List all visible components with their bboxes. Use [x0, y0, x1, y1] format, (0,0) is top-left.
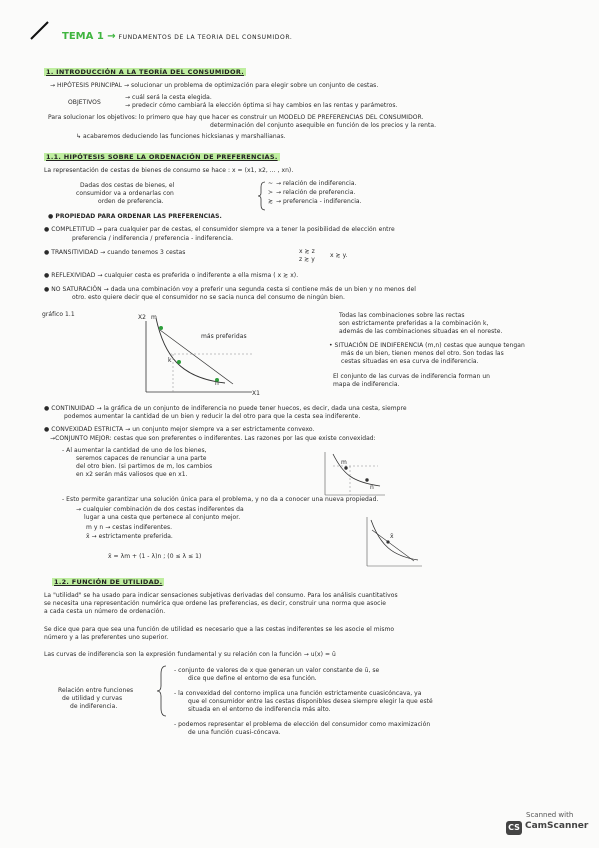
s11-continuidad-2: podemos aumentar la cantidad de un bien y reducir la del otro para que la cesta sea indiferente. — [64, 413, 361, 420]
graph-convexity — [325, 452, 385, 495]
s12-p6: Las curvas de indiferencia son la expresión fundamental y su relación con la función → u(x) = ū — [44, 651, 336, 658]
graph-x2-label: X2 — [138, 314, 147, 321]
s12-bullet-2: - la convexidad del contorno implica una función estrictamente cuasicóncava, ya — [174, 690, 422, 697]
s11-convexidad-8: → cualquier combinación de dos cestas indiferentes da — [76, 506, 244, 513]
s11-trans-c: x ≿ y. — [330, 252, 348, 259]
s11-convexidad-1: ● CONVEXIDAD ESTRICTA → un conjunto mejor siempre va a ser estrictamente convexo. — [44, 426, 315, 433]
rel-sym-3: ≿ — [268, 198, 274, 205]
s11-convexidad-2: →CONJUNTO MEJOR: cestas que son preferentes o indiferentes. Las razones por las que existe convexidad: — [50, 435, 376, 442]
graph-point-m: m — [151, 314, 157, 321]
watermark-line-1: Scanned with — [526, 811, 574, 819]
s11-convexidad-3: - Al aumentar la cantidad de uno de los bienes, — [62, 447, 207, 454]
graph-note-5: más de un bien, tienen menos del otro. Son todas las — [341, 350, 504, 357]
watermark-line-2: CamScanner — [525, 821, 589, 831]
section-1-heading: 1. INTRODUCCIÓN A LA TEORÍA DEL CONSUMIDOR. — [46, 68, 245, 76]
graph-caption: gráfico 1.1 — [42, 311, 75, 318]
conv-point-m: m — [341, 459, 347, 466]
s1-objective-b: → predecir cómo cambiará la elección óptima si hay cambios en las rentas y parámetros. — [125, 102, 398, 109]
s12-bullet-2b: que el consumidor entre las cestas disponibles desea siempre elegir la que esté — [188, 698, 433, 705]
s11-convexidad-5: del otro bien. (si partimos de m, los cambios — [76, 463, 213, 470]
graph-note-4: • SITUACIÓN DE INDIFERENCIA (m,n) cestas que aunque tengan — [329, 342, 525, 349]
rel-pref-indif: → preferencia - indiferencia. — [276, 198, 362, 205]
graph-note-6: cestas situadas en esa curva de indiferencia. — [341, 358, 479, 365]
graph-point-n: n — [215, 380, 219, 387]
rel-sym-1: ~ — [268, 180, 274, 187]
s11-nosat-2: otro. esto quiere decir que el consumidor no se sacia nunca del consumo de ningún bien. — [72, 294, 345, 301]
s12-label-3: de indiferencia. — [70, 703, 118, 710]
graph-note-8: mapa de indiferencia. — [333, 381, 400, 388]
s11-convexidad-9: lugar a una cesta que pertenece al conjunto mejor. — [84, 514, 241, 521]
graph-mas-preferidas: más preferidas — [201, 333, 247, 340]
s12-bullet-3b: de una función cuasi-cóncava. — [188, 729, 281, 736]
s11-convexidad-11: x̄ → estrictamente preferida. — [86, 533, 173, 540]
brace-relations — [258, 182, 265, 210]
s12-p1: La "utilidad" se ha usado para indicar sensaciones subjetivas derivadas del consumo. Para los análisis cuantitativos — [44, 592, 398, 599]
graph-x1-label: X1 — [252, 390, 261, 397]
s11-formula: x̄ = λm + (1 - λ)n ; (0 ≤ λ ≤ 1) — [108, 553, 202, 560]
s12-label-2: de utilidad y curvas — [62, 695, 123, 702]
s1-line-4: determinación del conjunto asequible en función de los precios y la renta. — [210, 122, 437, 129]
s11-convexidad-4: seremos capaces de renunciar a una parte — [76, 455, 207, 462]
s12-p4: Se dice que para que sea una función de utilidad es necesario que a las cestas indiferentes se les asocie el mismo — [44, 626, 395, 633]
lambda-point-x: x̄ — [390, 533, 394, 540]
s11-line-2b: consumidor va a ordenarlas con — [76, 190, 174, 197]
section-1-2-heading: 1.2. FUNCIÓN DE UTILIDAD. — [54, 578, 163, 586]
s1-line-3: Para solucionar los objetivos: lo primero que hay que hacer es construir un MODELO DE PREFERENCIAS DEL CONSUMIDOR. — [48, 114, 424, 121]
rel-preferencia: → relación de preferencia. — [276, 189, 356, 196]
s11-trans-a: x ≿ z — [299, 248, 315, 255]
s11-trans-b: z ≿ y — [299, 256, 315, 263]
s1-line-1: → HIPÓTESIS PRINCIPAL → solucionar un problema de optimización para elegir sobre un conjunto de cestas. — [50, 82, 379, 89]
graph-note-1: Todas las combinaciones sobre las rectas — [339, 312, 465, 319]
graph-note-7: El conjunto de las curvas de indiferencia forman un — [333, 373, 491, 380]
s11-convexidad-7: - Esto permite garantizar una solución única para el problema, y no da a conocer una nueva propiedad. — [62, 496, 379, 503]
s12-bullet-1: - conjunto de valores de x que generan un valor constante de ū, se — [174, 667, 380, 674]
s12-label-1: Relación entre funciones — [58, 687, 134, 694]
s11-completitud-2: preferencia / indiferencia / preferencia - indiferencia. — [72, 235, 234, 242]
s1-objective-a: → cuál será la cesta elegida. — [125, 94, 212, 101]
camscanner-logo-icon: CS — [506, 821, 522, 835]
s11-line-2c: orden de preferencia. — [98, 198, 164, 205]
graph-note-2: son estrictamente preferidas a la combinación k, — [339, 320, 489, 327]
s12-p2: se necesita una representación numérica que ordene las preferencias, es decir, construir una norma que asocie — [44, 600, 386, 607]
s11-continuidad-1: ● CONTINUIDAD → la gráfica de un conjunto de indiferencia no puede tener huecos, es decir, dada una cesta, siempre — [44, 405, 407, 412]
s1-line-5: ↳ acabaremos deduciendo las funciones hicksianas y marshallianas. — [76, 133, 286, 140]
rel-indiferencia: → relación de indiferencia. — [276, 180, 357, 187]
section-1-1-heading: 1.1. HIPÓTESIS SOBRE LA ORDENACIÓN DE PREFERENCIAS. — [46, 153, 278, 161]
s11-reflexividad: ● REFLEXIVIDAD → cualquier cesta es preferida o indiferente a ella misma ( x ≿ x). — [44, 272, 299, 279]
graph-lambda — [367, 517, 422, 566]
title-number: TEMA 1 → — [62, 31, 116, 42]
conv-point-n: n — [370, 484, 374, 491]
s12-p3: a cada cesta un número de ordenación. — [44, 608, 166, 615]
s11-nosat-1: ● NO SATURACIÓN → dada una combinación voy a preferir una segunda cesta si contiene más de un bien y no menos del — [44, 286, 416, 293]
graph-1-1 — [146, 318, 252, 392]
graph-point-k: k — [168, 357, 172, 364]
s11-transitividad: ● TRANSITIVIDAD → cuando tenemos 3 cestas — [44, 249, 186, 256]
s11-convexidad-6: en x2 serán más valiosos que en x1. — [76, 471, 188, 478]
camscanner-watermark — [506, 811, 588, 837]
s12-p5: número y a las preferentes uno superior. — [44, 634, 169, 641]
s1-objectives-label: OBJETIVOS — [68, 99, 101, 106]
s11-convexidad-10: m y n → cestas indiferentes. — [86, 524, 173, 531]
s12-bullet-2c: situada en el entorno de indiferencia más alto. — [188, 706, 331, 713]
rel-sym-2: ≻ — [268, 189, 274, 196]
pen-stroke — [31, 22, 48, 39]
s11-prop: ● PROPIEDAD PARA ORDENAR LAS PREFERENCIAS. — [48, 213, 222, 220]
s11-completitud-1: ● COMPLETITUD → para cualquier par de cestas, el consumidor siempre va a tener la posibilidad de elección entre — [44, 226, 395, 233]
page-title — [62, 31, 292, 42]
s11-line-2a: Dadas dos cestas de bienes, el — [80, 182, 175, 189]
brace-utility — [157, 666, 166, 716]
title-text: FUNDAMENTOS DE LA TEORIA DEL CONSUMIDOR. — [118, 34, 293, 41]
graph-note-3: además de las combinaciones situadas en el noreste. — [339, 328, 503, 335]
s12-bullet-1b: dice que define el entorno de esa función. — [188, 675, 317, 682]
s12-bullet-3: - podemos representar el problema de elección del consumidor como maximización — [174, 721, 431, 728]
s11-line-1: La representación de cestas de bienes de consumo se hace : x = (x1, x2, ... , xn). — [44, 167, 294, 174]
